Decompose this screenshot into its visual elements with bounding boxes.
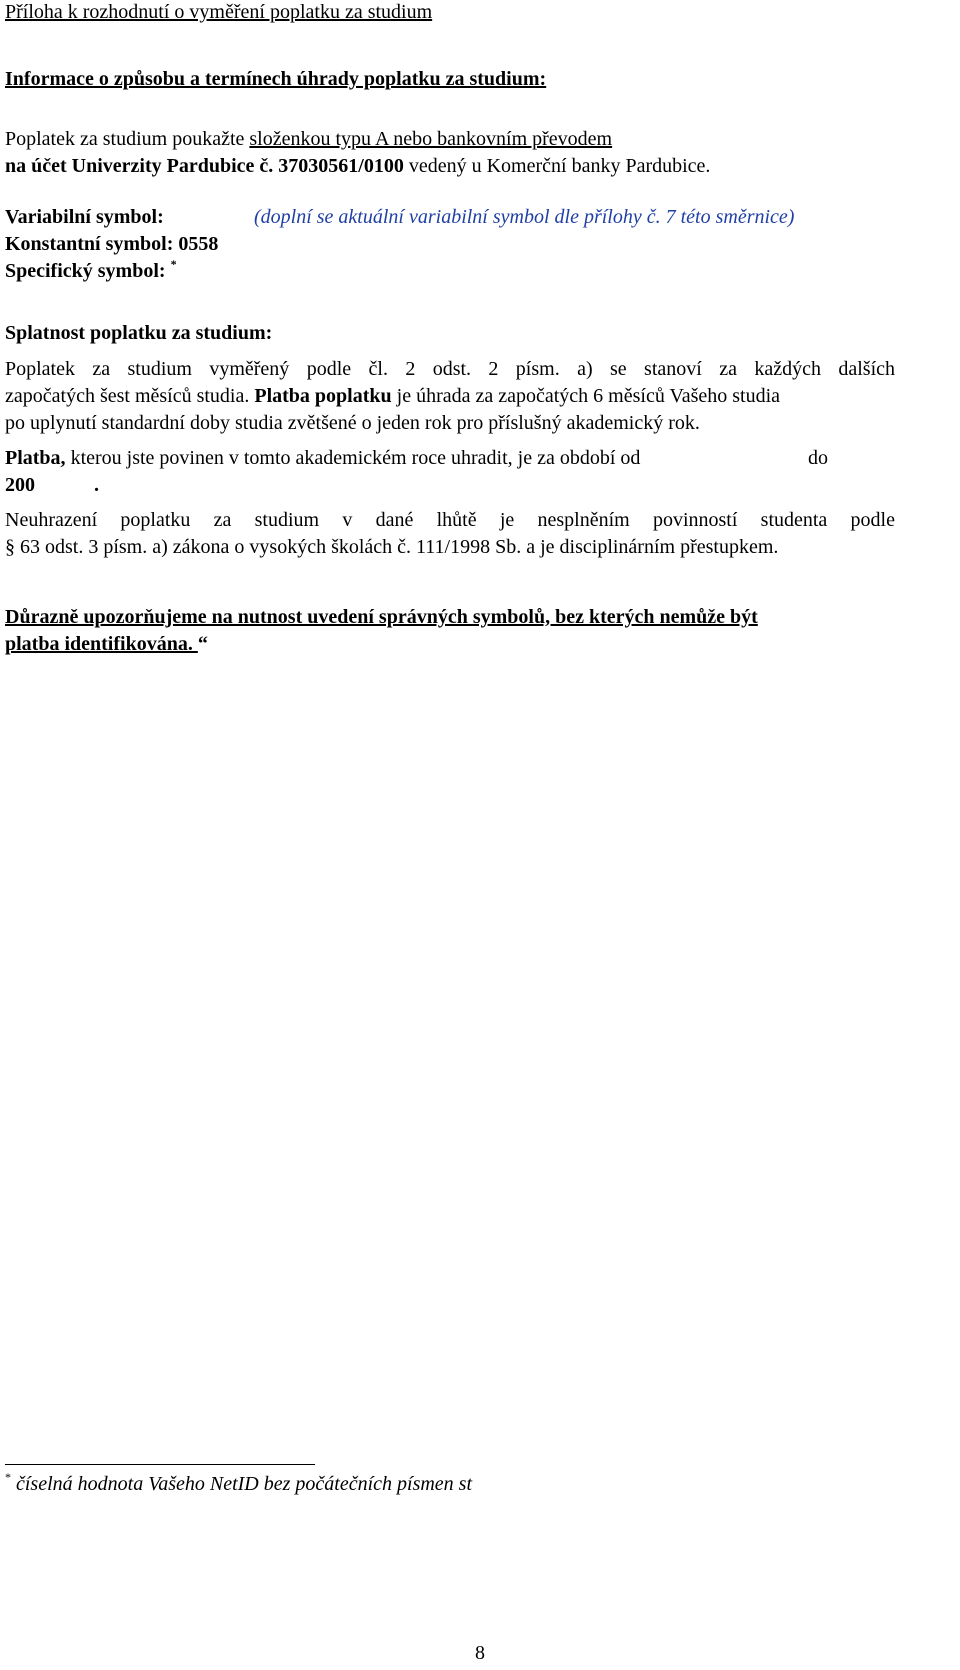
payment-period-bold: Platba,	[5, 447, 66, 469]
page-title: Příloha k rozhodnutí o vyměření poplatku za studium	[5, 1, 433, 23]
footnote-reference: *	[170, 257, 177, 271]
variable-symbol-label: Variabilní symbol:	[5, 206, 164, 228]
bank-account-number: na účet Univerzity Pardubice č. 37030561/0100	[5, 155, 404, 177]
warning-line-2	[5, 631, 208, 658]
footnote	[5, 1471, 472, 1498]
constant-symbol: Konstantní symbol: 0558	[5, 233, 219, 255]
warning-line-1: Důrazně upozorňujeme na nutnost uvedení správných symbolů, bez kterých nemůže být	[5, 606, 758, 628]
due-paragraph-line-3: po uplynutí standardní doby studia zvětšené o jeden rok pro příslušný akademický rok.	[5, 412, 700, 434]
page-number: 8	[475, 1642, 485, 1664]
due-bold-term: Platba poplatku	[254, 385, 392, 407]
payment-period-dot: .	[94, 474, 99, 496]
specific-symbol-line	[5, 258, 177, 285]
payment-instruction-line	[5, 126, 612, 153]
footnote-mark: *	[5, 1470, 11, 1484]
specific-symbol-label: Specifický symbol:	[5, 260, 171, 282]
warning-text: platba identifikována.	[5, 633, 198, 655]
payment-period-text: kterou jste povinen v tomto akademickém roce uhradit, je za období od	[65, 447, 641, 469]
payment-instruction-text: Poplatek za studium poukažte	[5, 128, 250, 150]
footnote-text: číselná hodnota Vašeho NetID bez počátečních písmen st	[11, 1473, 473, 1495]
payment-period-year: 200	[5, 474, 35, 496]
due-paragraph-line-2	[5, 383, 780, 410]
penalty-line-1: Neuhrazení poplatku za studium v dané lhůtě je nesplněním povinností studenta podle	[5, 509, 895, 531]
footnote-divider	[5, 1464, 315, 1465]
warning-quote: “	[197, 633, 208, 655]
variable-symbol-note: (doplní se aktuální variabilní symbol dle přílohy č. 7 této směrnice)	[254, 206, 795, 228]
payment-period-to: do	[808, 447, 828, 469]
payment-method-text: složenkou typu A nebo bankovním převodem	[249, 128, 613, 150]
due-text-part: započatých šest měsíců studia.	[5, 385, 255, 407]
due-paragraph-line-1: Poplatek za studium vyměřený podle čl. 2 odst. 2 písm. a) se stanoví za každých dalších	[5, 358, 895, 380]
bank-name-text: vedený u Komerční banky Pardubice.	[403, 155, 711, 177]
due-heading: Splatnost poplatku za studium:	[5, 322, 273, 344]
penalty-line-2: § 63 odst. 3 písm. a) zákona o vysokých školách č. 111/1998 Sb. a je disciplinárním přestupkem.	[5, 536, 779, 558]
due-text-part: je úhrada za započatých 6 měsíců Vašeho studia	[391, 385, 781, 407]
bank-account-line	[5, 153, 710, 180]
payment-info-heading: Informace o způsobu a termínech úhrady poplatku za studium:	[5, 68, 547, 90]
payment-period-line	[5, 445, 640, 472]
